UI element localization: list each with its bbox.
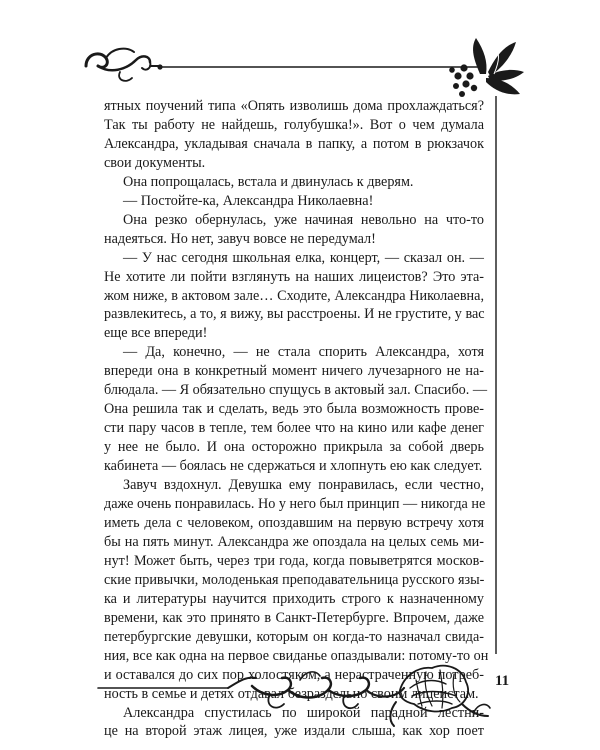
text-line: ния, все как одна на первое свиданье опаздывали: потому-то он	[104, 647, 489, 664]
text-line: це на второй этаж лицея, уже издали слыша, как хор поет	[104, 723, 484, 740]
text-line: Так ты работу не найдешь, голубушка!». Вот о чем думала	[104, 116, 484, 133]
text-line: иметь дела с человеком, опоздавшим на первую встречу хотя	[104, 514, 484, 531]
text-line: бы на пять минут. Александра же опоздала на целых семь ми-	[104, 533, 484, 550]
text-line: жом ниже, в актовом зале… Сходите, Александра Николаевна,	[104, 287, 484, 304]
text-line: Она решила так и сделать, ведь это была возможность прове-	[104, 401, 484, 418]
text-line: впереди она в конкретный момент ничего лучезарного не на-	[104, 363, 484, 380]
body-text	[104, 97, 489, 741]
top-rule-dot	[157, 64, 162, 69]
text-line: — У нас сегодня школьная елка, концерт, — сказал он. —	[123, 249, 484, 266]
text-line: ность в семье и детях отдавал безраздельно своим лицеистам.	[104, 685, 479, 702]
text-line: — Да, конечно, — не стала спорить Александра, хотя	[123, 344, 484, 361]
text-line: блюдала. — Я обязательно спущусь в актовый зал. Спасибо. —	[104, 382, 488, 399]
text-line: Не хотите ли пойти взглянуть на наших лицеистов? Это эта-	[104, 268, 484, 285]
text-line: — Постойте-ка, Александра Николаевна!	[123, 192, 374, 209]
text-line: еще все впереди!	[104, 325, 208, 342]
page-number: 11	[495, 673, 510, 689]
text-line: свои документы.	[104, 154, 206, 171]
text-line: Завуч вздохнул. Девушка ему понравилась, если честно,	[123, 477, 484, 494]
text-line: нут! Может быть, через три года, когда повыветрятся москов-	[104, 552, 484, 569]
text-line: у нее не было. И она осторожно прикрыла за собой дверь	[104, 439, 484, 456]
text-line: даже очень понравилась. Но у него был принцип — никогда не	[104, 496, 486, 513]
text-line: надеяться. Но нет, завуч вовсе не передумал!	[104, 230, 376, 247]
text-line: времени, как это принято в Санкт-Петербурге. Впрочем, даже	[104, 609, 484, 626]
text-line: Она резко обернулась, уже начиная невольно на что-то	[123, 211, 484, 228]
top-left-flourish	[86, 49, 158, 81]
text-line: Она попрощалась, встала и двинулась к дверям.	[123, 173, 414, 190]
text-line: кабинета — боялась не сдержаться и хлопнуть ею как следует.	[104, 458, 483, 475]
text-line: ятных поучений типа «Опять изволишь дома прохлаждаться?	[104, 98, 484, 114]
text-line: сти пару часов в тепле, тем более что на кино или кафе денег	[104, 420, 484, 437]
text-line: и оставался до сих пор холостяком, а нерастраченную потреб-	[104, 666, 484, 683]
text-line: развлекитесь, а то, я вижу, вы расстроены. И не грустите, у вас	[104, 306, 485, 323]
text-line: Александра спустилась по широкой парадной лестни-	[123, 704, 484, 721]
text-line: Александра, укладывая сначала в папку, а потом в рюкзачок	[104, 135, 484, 152]
text-line: ка и литературы научится приходить строго к назначенному	[104, 590, 484, 607]
text-line: петербургские девушки, которым он когда-то назначал свида-	[104, 628, 484, 645]
text-line: ские привычки, молоденькая преподавательница русского язы-	[104, 571, 485, 588]
